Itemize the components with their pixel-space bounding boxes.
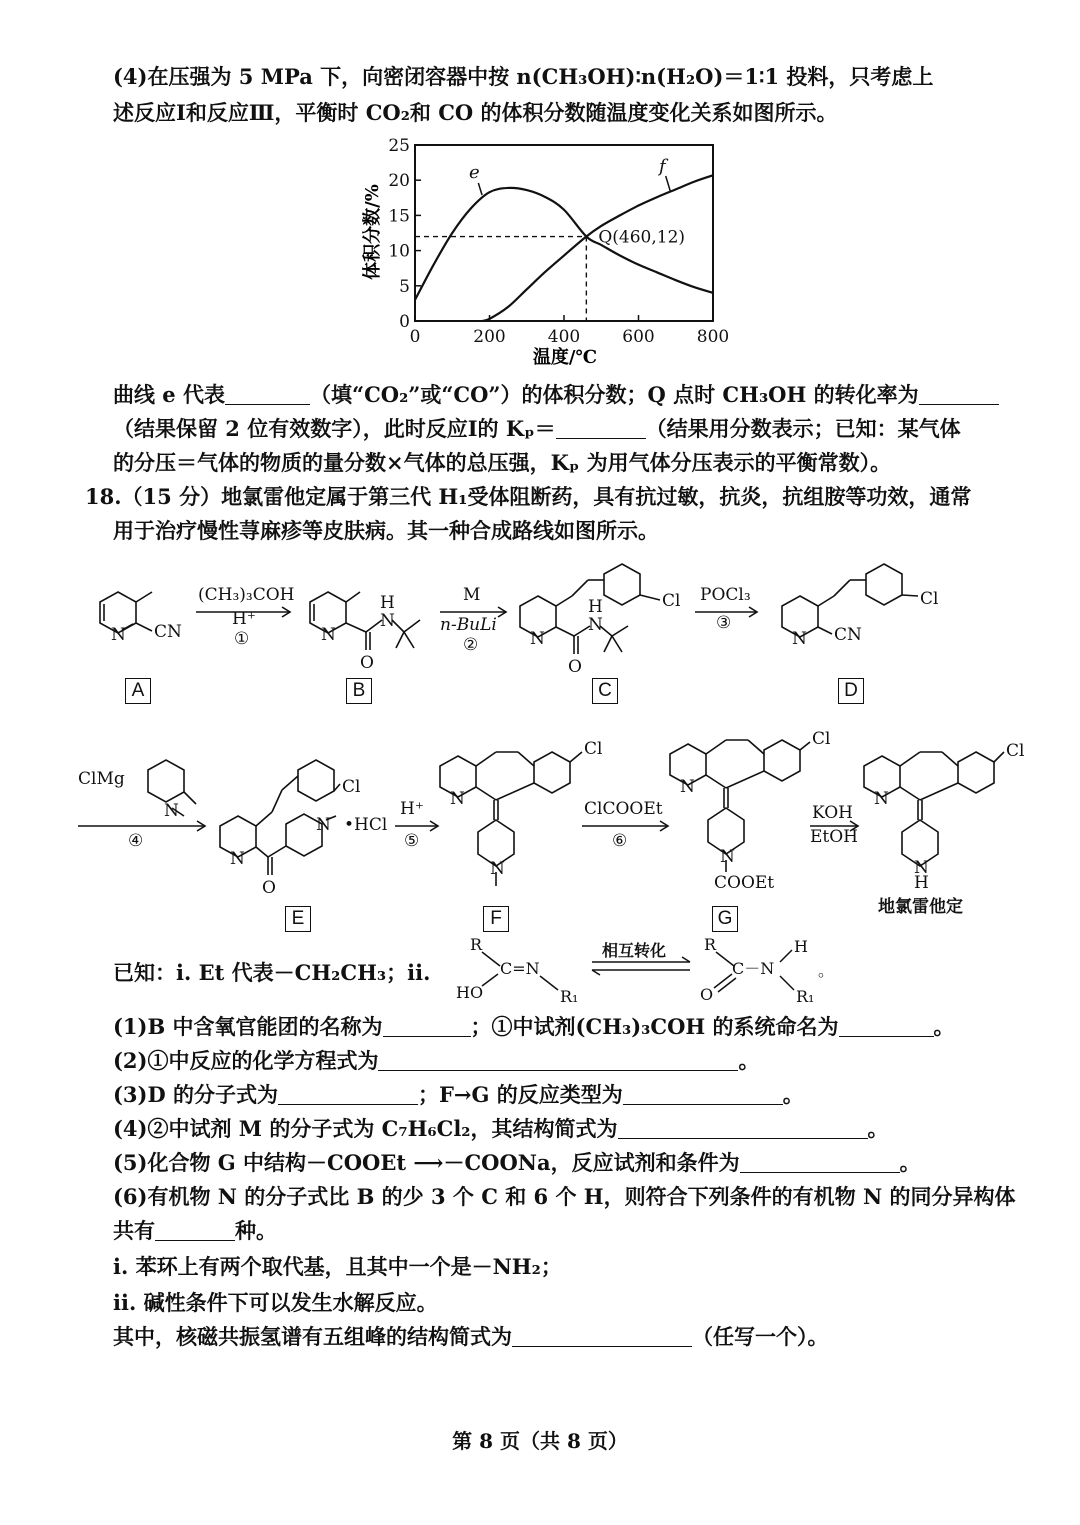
- answer-blank-curve-e[interactable]: [225, 382, 310, 405]
- sub-question-3: (3)D 的分子式为 ；F→G 的反应类型为 。: [113, 1082, 804, 1107]
- svg-text:C－N: C－N: [732, 959, 775, 978]
- svg-text:CN: CN: [834, 625, 862, 645]
- compound-a-structure: [100, 592, 182, 645]
- q17-text-2b: （结果用分数表示；已知：某气体: [645, 416, 961, 441]
- step2-condition: n-BuLi: [440, 615, 497, 635]
- svg-text:O: O: [568, 657, 582, 677]
- series-label-f: f: [658, 155, 666, 177]
- svg-text:CN: CN: [154, 622, 182, 642]
- answer-blank-2[interactable]: [378, 1048, 738, 1071]
- svg-text:N: N: [321, 625, 336, 645]
- svg-text:C=N: C=N: [500, 959, 540, 978]
- sub6-text-c: 种。: [235, 1218, 277, 1243]
- sub1-text-b: ；①中试剂(CH₃)₃COH 的系统命名为: [470, 1014, 839, 1039]
- answer-blank-1b[interactable]: [839, 1014, 934, 1037]
- answer-blank-4[interactable]: [618, 1116, 868, 1139]
- svg-text:Cl: Cl: [920, 589, 939, 609]
- tautomer-arrow-label: 相互转化: [602, 941, 667, 960]
- svg-text:N: N: [380, 611, 395, 631]
- label-d: D: [838, 678, 864, 704]
- svg-text:N: N: [450, 789, 465, 809]
- step2-reagent: M: [463, 585, 481, 605]
- step1-number: ①: [234, 629, 250, 649]
- svg-text:N: N: [874, 789, 889, 809]
- final-product-name: 地氯雷他定: [878, 897, 963, 917]
- label-g: G: [712, 906, 738, 932]
- step7-reagent: KOH: [812, 803, 854, 823]
- series-label-e: e: [469, 162, 480, 184]
- svg-text:Cl: Cl: [342, 777, 361, 797]
- y-tick-label: 15: [388, 206, 410, 227]
- svg-text:H: H: [380, 593, 395, 613]
- svg-text:N: N: [230, 849, 245, 869]
- svg-text:N: N: [111, 625, 126, 645]
- svg-text:Cl: Cl: [584, 739, 603, 759]
- synthesis-scheme: [0, 555, 1080, 935]
- known-info: 已知：ⅰ. Et 代表－CH₂CH₃；ⅱ.: [113, 960, 431, 985]
- q17-part4-line1: (4)在压强为 5 MPa 下，向密闭容器中按 n(CH₃OH)∶n(H₂O)＝1∶1 投料，只考虑上: [113, 64, 934, 89]
- svg-text:H: H: [914, 873, 929, 893]
- condition-1: ⅰ. 苯环上有两个取代基，且其中一个是－NH₂；: [113, 1254, 562, 1279]
- step6-reagent: ClCOOEt: [584, 799, 663, 819]
- svg-text:Cl: Cl: [662, 591, 681, 611]
- svg-text:H: H: [794, 937, 808, 956]
- label-a: A: [125, 678, 151, 704]
- sub3-text-b: ；F→G 的反应类型为: [418, 1082, 623, 1107]
- y-tick-label: 25: [388, 136, 410, 156]
- answer-blank-conversion[interactable]: [919, 382, 999, 405]
- svg-text:N: N: [588, 615, 603, 635]
- desloratadine-structure: [864, 741, 1024, 893]
- condition-2: ⅱ. 碱性条件下可以发生水解反应。: [113, 1290, 438, 1315]
- series-line-f: [482, 175, 713, 321]
- sub-question-5: (5)化合物 G 中结构－COOEt ⟶－COONa，反应试剂和条件为 。: [113, 1150, 921, 1175]
- sub-question-6: (6)有机物 N 的分子式比 B 的少 3 个 C 和 6 个 H，则符合下列条件的有机物 N 的同分异构体: [113, 1184, 1016, 1209]
- sub4-text: (4)②中试剂 M 的分子式为 C₇H₆Cl₂，其结构简式为: [113, 1116, 618, 1141]
- cooet-label: COOEt: [714, 873, 775, 893]
- q17-text-1a: 曲线 e 代表: [113, 382, 225, 407]
- label-f: F: [483, 906, 509, 932]
- answer-blank-3a[interactable]: [278, 1082, 418, 1105]
- step4-reagent: ClMg: [78, 769, 125, 789]
- sub-question-4: (4)②中试剂 M 的分子式为 C₇H₆Cl₂，其结构简式为 。: [113, 1116, 889, 1141]
- svg-text:。: 。: [818, 961, 835, 980]
- series-pointer-e: [478, 183, 482, 195]
- label-b: B: [346, 678, 372, 704]
- sub-question-1: (1)B 中含氧官能团的名称为 ；①中试剂(CH₃)₃COH 的系统命名为 。: [113, 1014, 955, 1039]
- step4-number: ④: [128, 831, 144, 851]
- q18-intro-line2: 用于治疗慢性荨麻疹等皮肤病。其一种合成路线如图所示。: [113, 518, 659, 543]
- sub-question-6b: [113, 1216, 277, 1246]
- q18-intro-line1: 18.（15 分）地氯雷他定属于第三代 H₁受体阻断药，具有抗过敏，抗炎，抗组胺等功效，通常: [85, 484, 972, 509]
- step1-condition: H⁺: [232, 609, 256, 629]
- step3-number: ③: [716, 613, 732, 633]
- svg-text:H: H: [588, 597, 603, 617]
- compound-b-structure: [310, 592, 420, 673]
- sub6-text-b: 共有: [113, 1218, 155, 1243]
- compound-c-structure: [520, 564, 680, 677]
- hcl-label: •HCl: [344, 815, 388, 835]
- last-text-b: （任写一个）。: [692, 1324, 829, 1349]
- chart-ylabel: 体积分数/%: [362, 184, 383, 280]
- sub-question-2: (2)①中反应的化学方程式为 。: [113, 1048, 760, 1073]
- svg-text:O: O: [360, 653, 374, 673]
- x-tick-label: 600: [622, 327, 655, 347]
- y-tick-label: 0: [399, 312, 410, 332]
- x-tick-label: 400: [547, 327, 581, 347]
- x-tick-label: 0: [409, 327, 421, 347]
- q17-question-line1: [113, 380, 999, 410]
- answer-blank-6[interactable]: [155, 1218, 235, 1241]
- svg-text:N: N: [316, 815, 331, 835]
- tautomer-diagram: [0, 935, 1080, 1005]
- last-question: [113, 1322, 829, 1352]
- step5-reagent: H⁺: [400, 799, 424, 819]
- q17-question-line3: 的分压＝气体的物质的量分数×气体的总压强，Kₚ 为用气体分压表示的平衡常数）。: [113, 450, 892, 475]
- svg-text:O: O: [700, 985, 714, 1004]
- svg-text:R₁: R₁: [560, 987, 579, 1005]
- answer-blank-kp[interactable]: [556, 416, 646, 439]
- compound-f-structure: [440, 739, 602, 886]
- y-tick-label: 5: [399, 276, 410, 297]
- label-c: C: [592, 678, 618, 704]
- svg-text:O: O: [262, 878, 276, 898]
- svg-text:N: N: [792, 629, 807, 649]
- chart-xlabel: 温度/℃: [532, 347, 598, 368]
- q17-question-line2: [113, 414, 961, 444]
- step1-reagent: (CH₃)₃COH: [198, 585, 295, 605]
- step5-number: ⑤: [404, 831, 420, 851]
- last-text-a: 其中，核磁共振氢谱有五组峰的结构简式为: [113, 1324, 512, 1349]
- svg-text:N: N: [490, 859, 505, 879]
- sub3-text: (3)D 的分子式为: [113, 1082, 279, 1107]
- svg-text:N: N: [720, 847, 735, 867]
- svg-text:N: N: [914, 858, 929, 878]
- step7-condition: EtOH: [810, 827, 859, 847]
- compound-d-structure: [782, 564, 938, 649]
- grignard-piperidine-structure: [148, 760, 196, 821]
- svg-text:N: N: [164, 801, 179, 821]
- q-point-label: Q(460,12): [598, 227, 686, 248]
- y-tick-label: 10: [388, 241, 410, 262]
- q17-part4-line2: 述反应Ⅰ和反应Ⅲ，平衡时 CO₂和 CO 的体积分数随温度变化关系如图所示。: [113, 100, 838, 125]
- step2-number: ②: [463, 635, 479, 655]
- svg-text:R: R: [704, 935, 717, 954]
- step3-reagent: POCl₃: [700, 585, 751, 605]
- x-tick-label: 200: [473, 327, 506, 347]
- svg-text:HO: HO: [456, 983, 484, 1002]
- q17-text-1b: （填“CO₂”或“CO”）的体积分数；Q 点时 CH₃OH 的转化率为: [309, 382, 919, 407]
- compound-g-structure: [670, 729, 830, 893]
- y-tick-label: 20: [388, 171, 410, 192]
- compound-e-structure: [220, 760, 387, 898]
- answer-blank-3b[interactable]: [623, 1082, 783, 1105]
- x-tick-label: 800: [696, 327, 730, 347]
- svg-text:N: N: [530, 629, 545, 649]
- label-e: E: [285, 906, 311, 932]
- step6-number: ⑥: [612, 831, 628, 851]
- sub1-text: (1)B 中含氧官能团的名称为: [113, 1014, 383, 1039]
- page-footer: 第 8 页（共 8 页）: [452, 1429, 628, 1453]
- series-pointer-f: [666, 176, 670, 191]
- svg-text:N: N: [680, 777, 695, 797]
- answer-blank-1a[interactable]: [383, 1014, 471, 1037]
- sub5-text: (5)化合物 G 中结构－COOEt ⟶－COONa，反应试剂和条件为: [113, 1150, 740, 1175]
- sub2-text: (2)①中反应的化学方程式为: [113, 1048, 379, 1073]
- q17-text-2a: （结果保留 2 位有效数字），此时反应Ⅰ的 Kₚ＝: [113, 416, 556, 441]
- answer-blank-5[interactable]: [740, 1150, 900, 1173]
- answer-blank-last[interactable]: [512, 1324, 692, 1347]
- svg-text:Cl: Cl: [812, 729, 831, 749]
- svg-text:R: R: [470, 935, 483, 954]
- svg-text:R₁: R₁: [796, 987, 815, 1005]
- svg-text:Cl: Cl: [1006, 741, 1025, 761]
